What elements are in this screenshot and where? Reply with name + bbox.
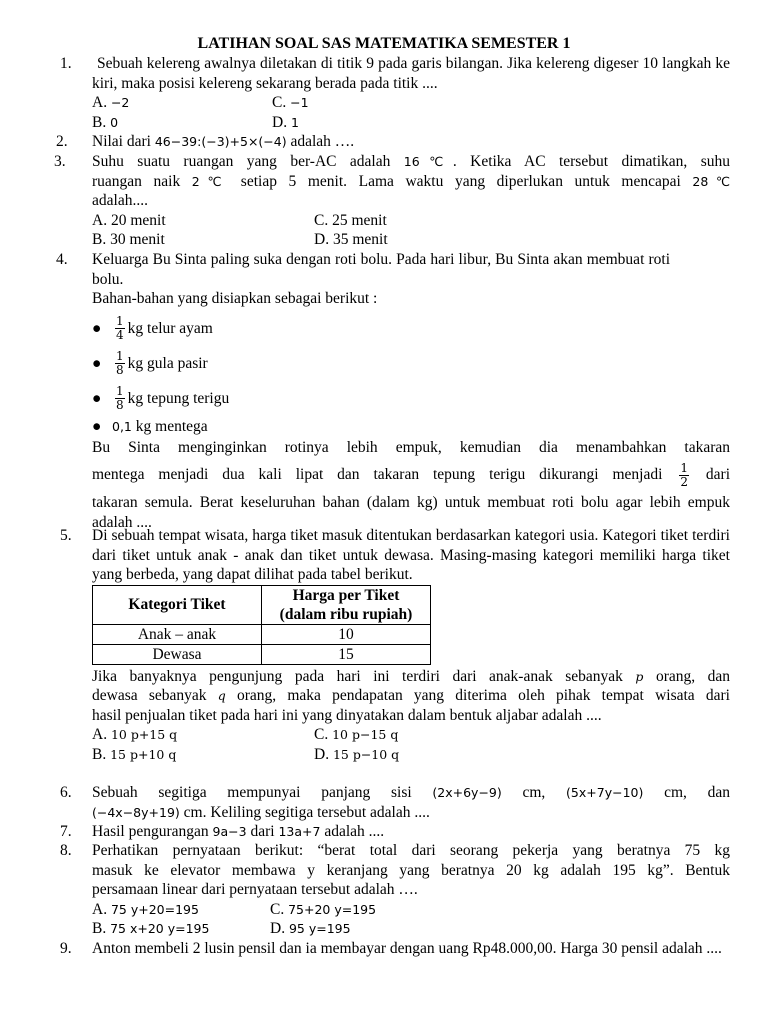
question-text: setiap 5 menit. Lama waktu yang diperlukan untuk mencapai: [240, 172, 681, 190]
options-row-1: [92, 93, 730, 113]
question-2: [48, 132, 730, 152]
question-text: dari: [705, 466, 731, 483]
table-row: [93, 624, 431, 644]
ingredient-text: kg gula pasir: [127, 354, 208, 372]
question-5: [48, 526, 730, 764]
option-c[interactable]: 75+20 y=195: [288, 901, 377, 917]
option-label: D.: [272, 113, 288, 131]
option-label: B.: [92, 231, 107, 248]
question-number: 7.: [60, 823, 72, 840]
option-b[interactable]: 0: [110, 114, 119, 130]
option-b[interactable]: 30 menit: [110, 231, 165, 248]
bullet-icon: ●: [92, 354, 102, 372]
option-label: C.: [314, 726, 329, 743]
question-number: 6.: [60, 784, 72, 801]
question-text: Anton membeli 2 lusin pensil dan ia membayar dengan uang Rp48.000,00. Harga 30 pensil adalah ....: [92, 940, 722, 957]
table-cell: 10: [262, 624, 431, 644]
question-7: [48, 822, 730, 842]
side-expression: (5x+7y−10): [566, 785, 644, 800]
option-label: D.: [314, 745, 330, 763]
fraction: $\frac{1}{4}$: [116, 314, 124, 343]
option-label: C.: [270, 900, 285, 918]
option-label: C.: [272, 94, 287, 111]
table-cell: Anak – anak: [93, 624, 262, 644]
ingredient-text: kg tepung terigu: [127, 389, 230, 407]
options-row-2: [92, 230, 730, 250]
question-number: 1.: [60, 55, 72, 72]
option-d[interactable]: 15 p−10 q: [332, 746, 400, 762]
temperature-value: 16℃: [403, 154, 453, 169]
question-text: adalah....: [92, 192, 148, 209]
option-label: B.: [92, 113, 107, 131]
table-row: [93, 644, 431, 664]
question-text: cm, dan: [664, 784, 731, 801]
ticket-table-wrap: [92, 585, 730, 665]
question-text: Bahan-bahan yang disiapkan sebagai berikut :: [92, 290, 378, 307]
question-text: Suhu suatu ruangan yang ber-AC adalah: [92, 153, 391, 170]
question-text: orang, maka pendapatan yang diterima oleh pihak tempat wisata dari: [236, 687, 730, 704]
option-label: B.: [92, 920, 107, 937]
fraction: $\frac{1}{2}$: [680, 460, 688, 489]
question-number: 5.: [60, 527, 72, 544]
options-row-2: [92, 745, 730, 765]
option-c[interactable]: 10 p−15 q: [332, 727, 399, 742]
ingredient-item: [92, 346, 730, 381]
decimal-value: 0,1: [112, 418, 132, 434]
option-label: D.: [270, 920, 286, 937]
ingredient-list: [92, 311, 730, 438]
question-text: mentega menjadi dua kali lipat dan takaran tepung terigu dikurangi menjadi: [92, 466, 663, 483]
question-number: 8.: [60, 842, 72, 859]
table-header-category: Kategori Tiket: [93, 585, 262, 624]
math-expression: 9a−3: [212, 824, 247, 839]
math-expression: 46−39:(−3)+5×(−4): [154, 134, 287, 149]
question-text: cm. Keliling segitiga tersebut adalah ....: [183, 803, 430, 821]
question-text: Di sebuah tempat wisata, harga tiket masuk ditentukan berdasarkan kategori usia. Kategori tiket terdiri dari tiket untuk anak - anak dan tiket untuk dewasa. Masing-masing kategori memiliki harga tiket yang berbeda, yang dapat dilihat pada tabel berikut.: [92, 527, 730, 583]
ingredient-item: [92, 381, 730, 416]
side-expression: (2x+6y−9): [432, 785, 502, 800]
question-text: persamaan linear dari pernyataan tersebut adalah ….: [92, 881, 418, 898]
ingredient-item: [92, 416, 730, 438]
option-label: A.: [92, 94, 108, 111]
option-label: C.: [314, 211, 329, 229]
temperature-value: 2℃: [191, 173, 230, 189]
question-text: dari: [250, 823, 275, 840]
option-a[interactable]: −2: [110, 95, 130, 110]
options-row-1: [92, 725, 730, 745]
temperature-value: 28℃: [692, 173, 731, 189]
option-label: A.: [92, 211, 108, 229]
question-text: adalah ....: [324, 823, 385, 840]
option-d[interactable]: 95 y=195: [288, 921, 351, 936]
option-b[interactable]: 15 p+10 q: [110, 746, 177, 762]
question-3: [48, 152, 730, 250]
question-number: 9.: [60, 940, 72, 957]
variable: q: [217, 688, 226, 703]
ingredient-text: kg mentega: [135, 417, 208, 435]
ingredient-text: kg telur ayam: [127, 319, 213, 337]
bullet-icon: ●: [92, 319, 102, 337]
bullet-icon: ●: [92, 417, 102, 435]
options-row-2: [92, 113, 730, 133]
table-header-price: Harga per Tiket (dalam ribu rupiah): [262, 585, 431, 624]
side-expression: (−4x−8y+19): [92, 804, 180, 820]
question-number: 3.: [54, 153, 66, 170]
option-a[interactable]: 10 p+15 q: [110, 727, 178, 742]
option-label: A.: [92, 726, 108, 743]
question-text: takaran semula. Berat keseluruhan bahan (dalam kg) untuk membuat roti bolu agar lebih empuk adalah ....: [92, 494, 730, 531]
option-label: B.: [92, 745, 107, 763]
question-text: Bu Sinta menginginkan rotinya lebih empuk, kemudian dia menambahkan takaran: [92, 438, 730, 456]
option-b[interactable]: 75 x+20 y=195: [110, 921, 210, 936]
question-text: orang, dan: [655, 667, 731, 685]
question-8: [48, 841, 730, 939]
question-text: masuk ke elevator membawa y keranjang yang beratnya 20 kg adalah 195 kg”. Bentuk: [92, 861, 730, 879]
question-text: Keluarga Bu Sinta paling suka dengan roti bolu. Pada hari libur, Bu Sinta akan membuat roti bolu.: [92, 251, 670, 288]
option-label: D.: [314, 231, 330, 248]
question-4: [48, 250, 730, 532]
question-text: ruangan naik: [92, 172, 181, 190]
question-text: Hasil pengurangan: [92, 823, 209, 840]
variable: p: [635, 668, 644, 684]
fraction: $\frac{1}{8}$: [116, 384, 124, 413]
question-text: Perhatikan pernyataan berikut: “berat total dari seorang pekerja yang beratnya 75 kg: [92, 842, 730, 859]
question-number: 2.: [56, 133, 68, 150]
question-text: Jika banyaknya pengunjung pada hari ini terdiri dari anak-anak sebanyak: [92, 667, 623, 685]
table-cell: Dewasa: [93, 644, 262, 664]
option-d[interactable]: 35 menit: [332, 231, 388, 248]
ticket-price-table: [92, 585, 431, 665]
option-label: A.: [92, 900, 108, 918]
document-title: LATIHAN SOAL SAS MATEMATIKA SEMESTER 1: [197, 35, 571, 52]
question-text: Nilai dari: [92, 133, 151, 150]
option-a[interactable]: 20 menit: [110, 211, 166, 229]
fraction: $\frac{1}{8}$: [116, 349, 124, 378]
options-row-1: [92, 211, 730, 231]
question-text: hasil penjualan tiket pada hari ini yang dinyatakan dalam bentuk aljabar adalah ....: [92, 706, 602, 724]
math-expression: 13a+7: [278, 824, 321, 839]
bullet-icon: ●: [92, 389, 102, 407]
question-6: [48, 783, 730, 822]
question-number: 4.: [56, 251, 68, 268]
option-d[interactable]: 1: [290, 114, 299, 130]
question-text: . Ketika AC tersebut dimatikan, suhu: [452, 153, 731, 170]
question-text: cm,: [522, 784, 546, 801]
options-row-1: [92, 900, 730, 920]
option-a[interactable]: 75 y+20=195: [110, 901, 199, 917]
question-text: dewasa sebanyak: [92, 687, 207, 704]
table-cell: 15: [262, 644, 431, 664]
question-1: [48, 54, 730, 132]
options-row-2: [92, 919, 730, 939]
question-9: [48, 939, 730, 959]
question-text: adalah ….: [290, 133, 355, 150]
ingredient-item: [92, 311, 730, 346]
option-c[interactable]: −1: [290, 95, 309, 110]
option-c[interactable]: 25 menit: [332, 211, 387, 229]
question-text: Sebuah segitiga mempunyai panjang sisi: [92, 784, 412, 801]
question-text: Sebuah kelereng awalnya diletakan di titik 9 pada garis bilangan. Jika kelereng digeser 10 langkah ke kiri, maka posisi kelereng sekarang berada pada titik ....: [92, 55, 730, 92]
